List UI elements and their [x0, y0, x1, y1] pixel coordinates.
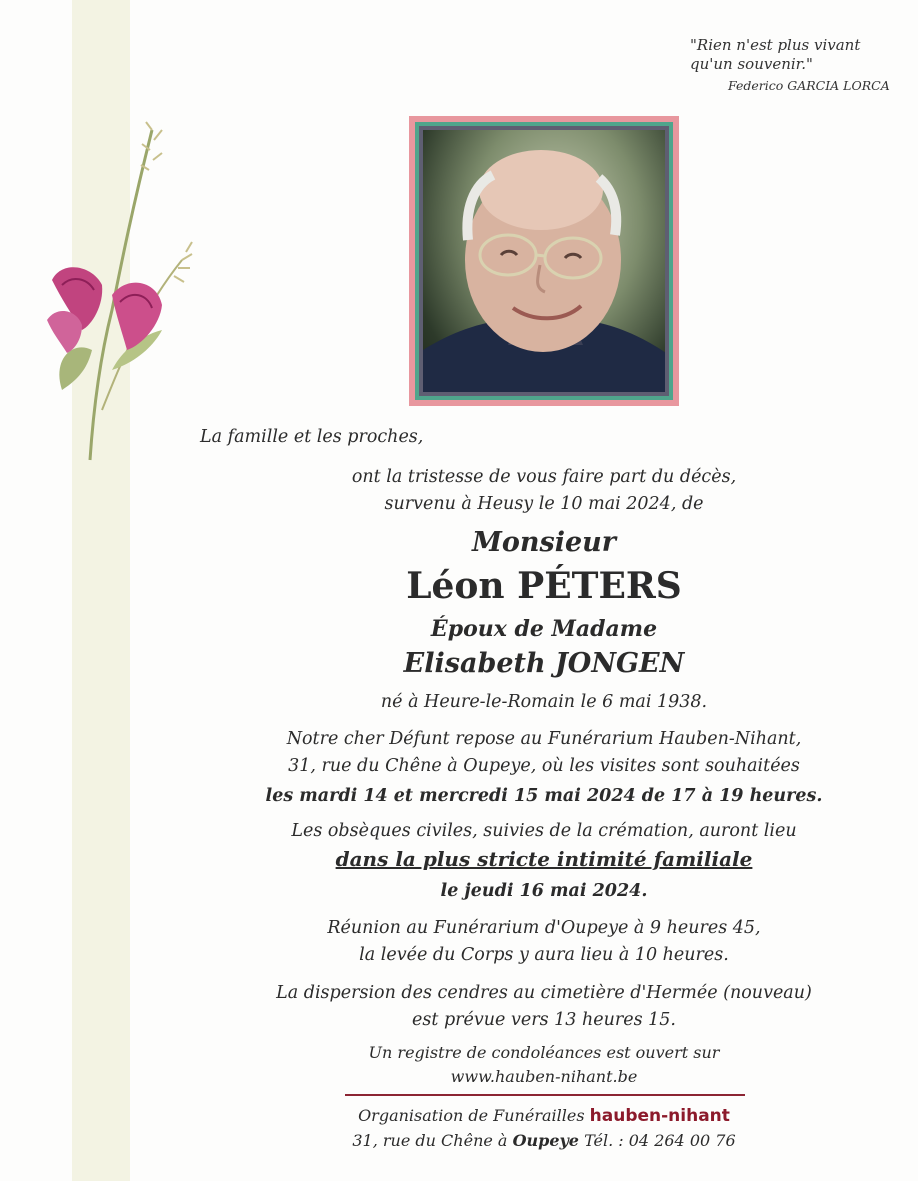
spouse-name: Elisabeth JONGEN — [403, 648, 685, 679]
deceased-name: Léon PÉTERS — [406, 565, 682, 607]
visits-line-1: Notre cher Défunt repose au Funérarium Hauben-Nihant, — [286, 729, 802, 749]
meeting-line-1: Réunion au Funérarium d'Oupeye à 9 heures 45, — [327, 918, 761, 938]
calla-lily-illustration — [32, 110, 222, 470]
announcement-line-2: survenu à Heusy le 10 mai 2024, de — [384, 494, 704, 514]
footer-org-prefix: Organisation de Funérailles — [358, 1106, 585, 1125]
spouse-label: Époux de Madame — [430, 616, 658, 642]
funeral-intimacy: dans la plus stricte intimité familiale — [335, 847, 753, 871]
portrait-photo — [423, 130, 665, 392]
dispersion-line-1: La dispersion des cendres au cimetière d'Hermée (nouveau) — [276, 983, 812, 1003]
deceased-title: Monsieur — [471, 527, 617, 558]
funeral-line-1: Les obsèques civiles, suivies de la crémation, auront lieu — [291, 821, 797, 841]
footer-city: Oupeye — [512, 1131, 579, 1150]
birth-info: né à Heure-le-Romain le 6 mai 1938. — [380, 692, 708, 712]
quote-line-2: qu'un souvenir." — [690, 55, 813, 73]
dispersion-line-2: est prévue vers 13 heures 15. — [412, 1010, 676, 1030]
funeral-date: le jeudi 16 mai 2024. — [440, 881, 648, 901]
footer-phone: Tél. : 04 264 00 76 — [584, 1131, 736, 1150]
footer-divider — [345, 1094, 745, 1096]
epigraph-quote — [690, 36, 910, 95]
registry-url[interactable]: www.hauben-nihant.be — [450, 1067, 638, 1086]
portrait-figure — [423, 130, 665, 392]
announcement-line-1: ont la tristesse de vous faire part du décès, — [351, 467, 737, 487]
hauben-nihant-logo: hauben-nihant — [589, 1106, 730, 1126]
meeting-line-2: la levée du Corps y aura lieu à 10 heures. — [359, 945, 729, 965]
quote-line-1: "Rien n'est plus vivant — [690, 36, 861, 54]
visits-line-2: 31, rue du Chêne à Oupeye, où les visites sont souhaitées — [288, 756, 800, 776]
portrait-frame — [409, 116, 679, 406]
visits-dates: les mardi 14 et mercredi 15 mai 2024 de 17 à 19 heures. — [265, 786, 823, 806]
registry-line: Un registre de condoléances est ouvert sur — [368, 1043, 720, 1062]
footer-address — [85, 1131, 918, 1150]
family-intro: La famille et les proches, — [200, 427, 424, 447]
quote-author: Federico GARCIA LORCA — [728, 78, 890, 93]
footer-organisation — [85, 1106, 918, 1126]
footer-address-prefix: 31, rue du Chêne à — [352, 1131, 508, 1150]
